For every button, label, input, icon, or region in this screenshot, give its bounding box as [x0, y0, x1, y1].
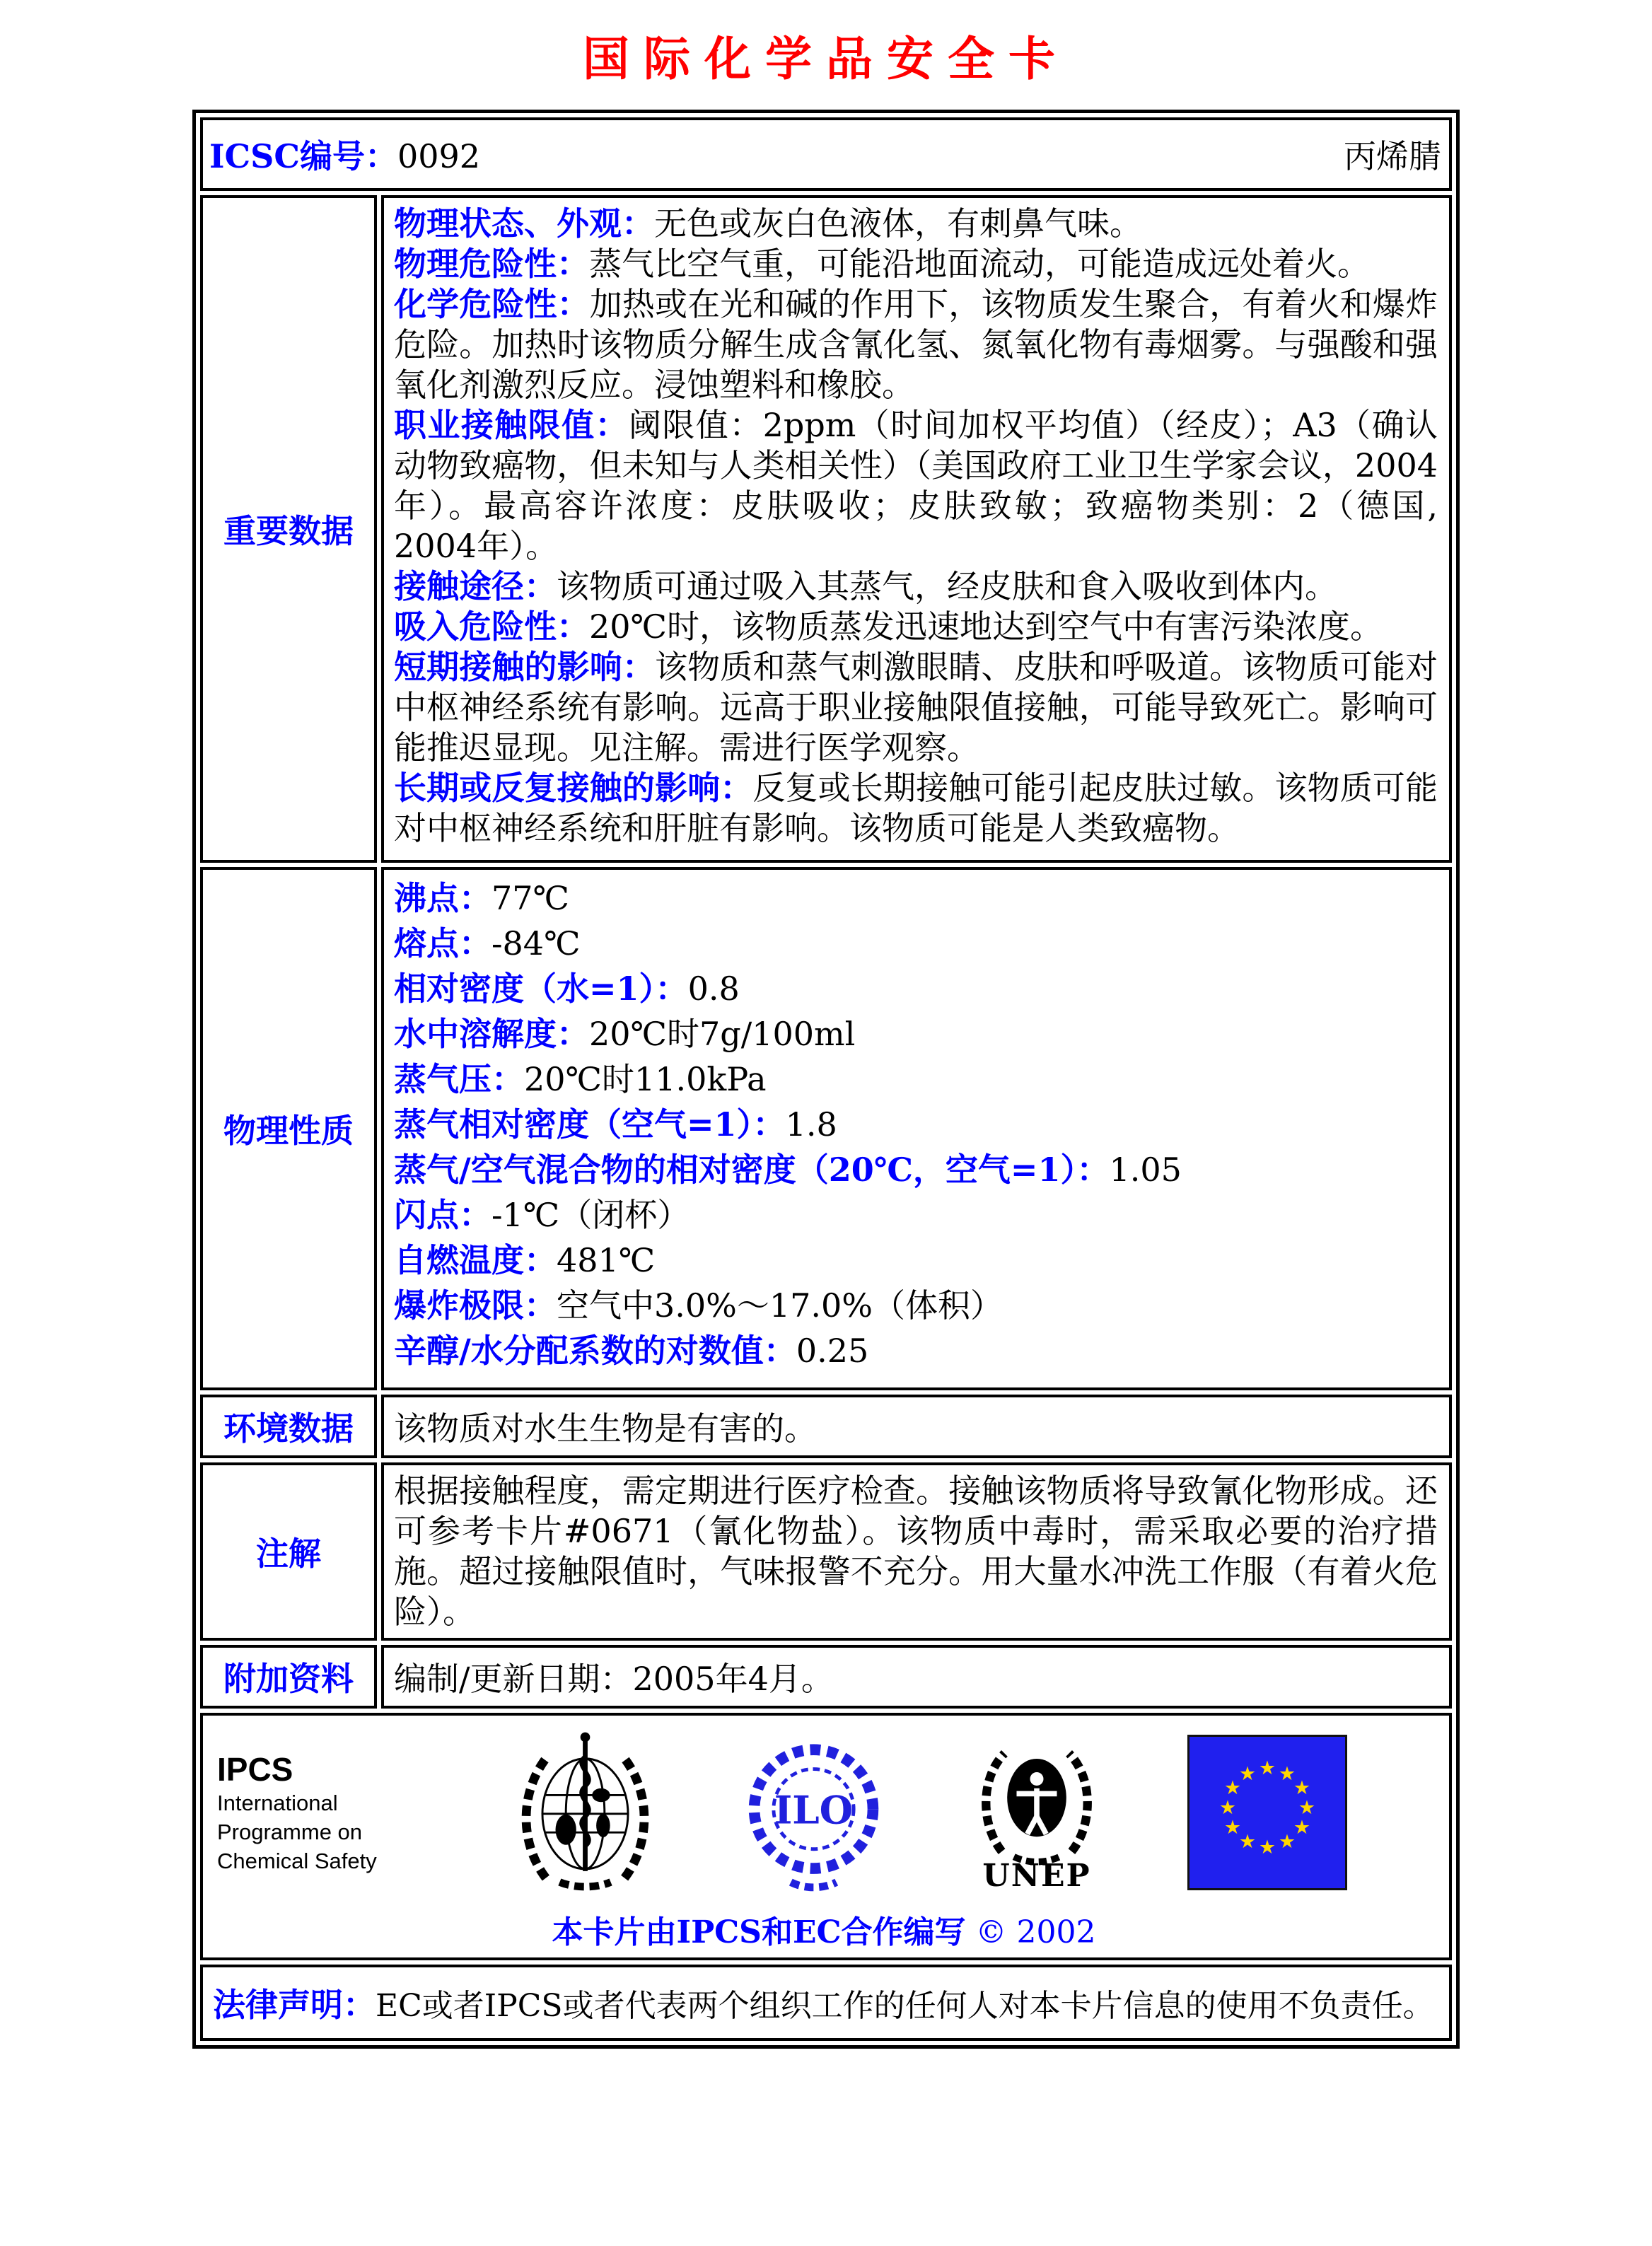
- property-value: 20℃时7g/100ml: [589, 1015, 856, 1053]
- eu-star-icon: ★: [1278, 1831, 1296, 1853]
- icsc-card-table: [192, 110, 1460, 2049]
- row-label-physical-properties: 物理性质: [200, 867, 377, 1390]
- property-value: 0.25: [796, 1332, 869, 1370]
- credit-text: 本卡片由IPCS和EC合作编写: [552, 1914, 966, 1950]
- logos-row: [429, 1726, 1431, 1899]
- property-item: [394, 1057, 1438, 1102]
- ipcs-block: [217, 1750, 429, 1875]
- header-row: [200, 117, 1452, 191]
- unep-logo-text: UNEP: [982, 1857, 1091, 1894]
- item-text: 蒸气比空气重，可能沿地面流动，可能造成远处着火。: [589, 245, 1370, 283]
- physical-properties-content: [381, 867, 1452, 1390]
- eu-star-icon: ★: [1293, 1817, 1311, 1839]
- chemical-name: 丙烯腈: [1344, 137, 1441, 175]
- ipcs-description: [217, 1788, 429, 1875]
- property-value: -84℃: [491, 924, 581, 962]
- data-item: [394, 647, 1438, 768]
- property-item: [394, 1147, 1438, 1192]
- row-label-important-data: 重要数据: [200, 195, 377, 863]
- footer-cell: [200, 1713, 1452, 1960]
- environmental-data-row: [200, 1395, 1452, 1458]
- property-label: 自燃温度：: [394, 1241, 557, 1279]
- icsc-number-label: ICSC编号：: [209, 137, 397, 175]
- item-text: 20℃时，该物质蒸发迅速地达到空气中有害污染浓度。: [589, 607, 1383, 646]
- ipcs-description-line: Chemical Safety: [217, 1848, 377, 1873]
- property-value: 77℃: [491, 879, 569, 917]
- eu-star-icon: ★: [1238, 1831, 1257, 1853]
- property-label: 相对密度（水=1）：: [394, 970, 688, 1008]
- environmental-data-text: 该物质对水生生物是有害的。: [394, 1409, 817, 1448]
- notes-content: [381, 1462, 1452, 1641]
- property-item: [394, 875, 1438, 921]
- item-label: 吸入危险性：: [394, 607, 589, 646]
- item-text: 该物质和蒸气刺激眼睛、皮肤和呼吸道。该物质可能对中枢神经系统有影响。远高于职业接触限值接触，可能导致死亡。影响可能推迟显现。见注解。需进行医学观察。: [394, 648, 1438, 767]
- unep-logo-icon: [970, 1732, 1104, 1894]
- footer-row: [200, 1713, 1452, 1960]
- property-item: [394, 1011, 1438, 1057]
- property-item: [394, 1192, 1438, 1238]
- additional-info-row: [200, 1645, 1452, 1709]
- legal-text: EC或者IPCS或者代表两个组织工作的任何人对本卡片信息的使用不负责任。: [376, 1988, 1434, 2024]
- eu-star-icon: ★: [1258, 1837, 1276, 1858]
- ipcs-description-line: Programme on: [217, 1819, 363, 1844]
- property-value: 1.8: [785, 1105, 837, 1144]
- ipcs-acronym: IPCS: [217, 1750, 293, 1788]
- property-item: [394, 1283, 1438, 1328]
- row-label-additional-info: 附加资料: [200, 1645, 377, 1709]
- physical-properties-row: [200, 867, 1452, 1390]
- ilo-logo-icon: [741, 1730, 886, 1896]
- additional-info-text: 编制/更新日期：2005年4月。: [394, 1660, 834, 1698]
- eu-flag-icon: [1187, 1735, 1347, 1890]
- credit-copyright: © 2002: [975, 1914, 1096, 1950]
- item-label: 接触途径：: [394, 567, 557, 605]
- item-label: 短期接触的影响：: [394, 648, 656, 686]
- item-text: 阈限值：2ppm（时间加权平均值）（经皮）；A3（确认动物致癌物，但未知与人类相关性）（美国政府工业卫生学家会议，2004年）。最高容许浓度：皮肤吸收；皮肤致敏；致癌物类别：2（德国, 2004年）。: [394, 406, 1438, 565]
- header-cell: [200, 117, 1452, 191]
- property-item: [394, 921, 1438, 966]
- ipcs-description-line: International: [217, 1790, 338, 1815]
- data-item: [394, 284, 1438, 405]
- item-label: 物理状态、外观：: [394, 204, 654, 243]
- item-text: 反复或长期接触可能引起皮肤过敏。该物质可能对中枢神经系统和肝脏有影响。该物质可能是人类致癌物。: [394, 769, 1438, 847]
- property-label: 水中溶解度：: [394, 1015, 589, 1053]
- item-text: 该物质可通过吸入其蒸气，经皮肤和食入吸收到体内。: [557, 567, 1337, 605]
- property-label: 蒸气相对密度（空气=1）：: [394, 1105, 786, 1144]
- property-label: 蒸气/空气混合物的相对密度（20℃，空气=1）：: [394, 1151, 1110, 1189]
- item-label: 职业接触限值：: [394, 406, 629, 444]
- property-item: [394, 1102, 1438, 1147]
- page-title: 国际化学品安全卡: [583, 31, 1069, 86]
- notes-text: 根据接触程度，需定期进行医疗检查。接触该物质将导致氰化物形成。还可参考卡片#0671（氰化物盐）。该物质中毒时，需采取必要的治疗措施。超过接触限值时，气味报警不充分。用大量水冲洗工作服（有着火危险）。: [394, 1472, 1438, 1631]
- data-item: [394, 566, 1438, 607]
- legal-label: 法律声明：: [213, 1986, 376, 2024]
- eu-star-icon: ★: [1298, 1797, 1316, 1819]
- physical-properties-items: [394, 875, 1438, 1382]
- data-item: [394, 607, 1438, 647]
- property-item: [394, 1328, 1438, 1373]
- item-label: 化学危险性：: [394, 285, 590, 323]
- property-item: [394, 966, 1438, 1011]
- property-value: 20℃时11.0kPa: [524, 1060, 767, 1098]
- ilo-logo-text: ILO: [774, 1787, 854, 1833]
- eu-star-icon: ★: [1218, 1797, 1237, 1819]
- data-item: [394, 204, 1438, 244]
- eu-star-icon: ★: [1223, 1817, 1242, 1839]
- notes-row: [200, 1462, 1452, 1641]
- eu-star-icon: ★: [1238, 1763, 1257, 1785]
- row-label-notes: 注解: [200, 1462, 377, 1641]
- legal-row: [200, 1965, 1452, 2041]
- eu-star-icon: ★: [1278, 1763, 1296, 1785]
- row-label-environmental-data: 环境数据: [200, 1395, 377, 1458]
- property-label: 沸点：: [394, 879, 491, 917]
- eu-star-icon: ★: [1223, 1777, 1242, 1799]
- property-value: 1.05: [1109, 1151, 1182, 1189]
- property-value: 481℃: [557, 1241, 656, 1279]
- item-label: 物理危险性：: [394, 245, 589, 283]
- property-item: [394, 1238, 1438, 1283]
- property-value: 空气中3.0%～17.0%（体积）: [557, 1286, 1003, 1325]
- data-item: [394, 405, 1438, 566]
- eu-star-icon: ★: [1293, 1777, 1311, 1799]
- property-label: 爆炸极限：: [394, 1286, 557, 1325]
- environmental-data-content: [381, 1395, 1452, 1458]
- additional-info-content: [381, 1645, 1452, 1709]
- item-label: 长期或反复接触的影响：: [394, 769, 753, 807]
- property-label: 辛醇/水分配系数的对数值：: [394, 1332, 796, 1370]
- data-item: [394, 768, 1438, 849]
- property-value: -1℃（闭杯）: [491, 1196, 690, 1234]
- property-label: 熔点：: [394, 924, 491, 962]
- data-item: [394, 244, 1438, 284]
- important-data-content: [381, 195, 1452, 863]
- who-logo-icon: [513, 1726, 658, 1899]
- item-text: 加热或在光和碱的作用下，该物质发生聚合，有着火和爆炸危险。加热时该物质分解生成含氰化氢、氮氧化物有毒烟雾。与强酸和强氧化剂激烈反应。浸蚀塑料和橡胶。: [394, 285, 1438, 404]
- important-data-row: [200, 195, 1452, 863]
- eu-star-icon: ★: [1258, 1757, 1276, 1779]
- icsc-number-group: [209, 131, 480, 178]
- property-value: 0.8: [687, 970, 740, 1008]
- item-text: 无色或灰白色液体，有刺鼻气味。: [654, 204, 1142, 243]
- icsc-number-value: 0092: [397, 137, 481, 175]
- property-label: 闪点：: [394, 1196, 491, 1234]
- property-label: 蒸气压：: [394, 1060, 524, 1098]
- important-data-items: [394, 204, 1438, 854]
- credit-line: [217, 1907, 1431, 1952]
- legal-cell: [200, 1965, 1452, 2041]
